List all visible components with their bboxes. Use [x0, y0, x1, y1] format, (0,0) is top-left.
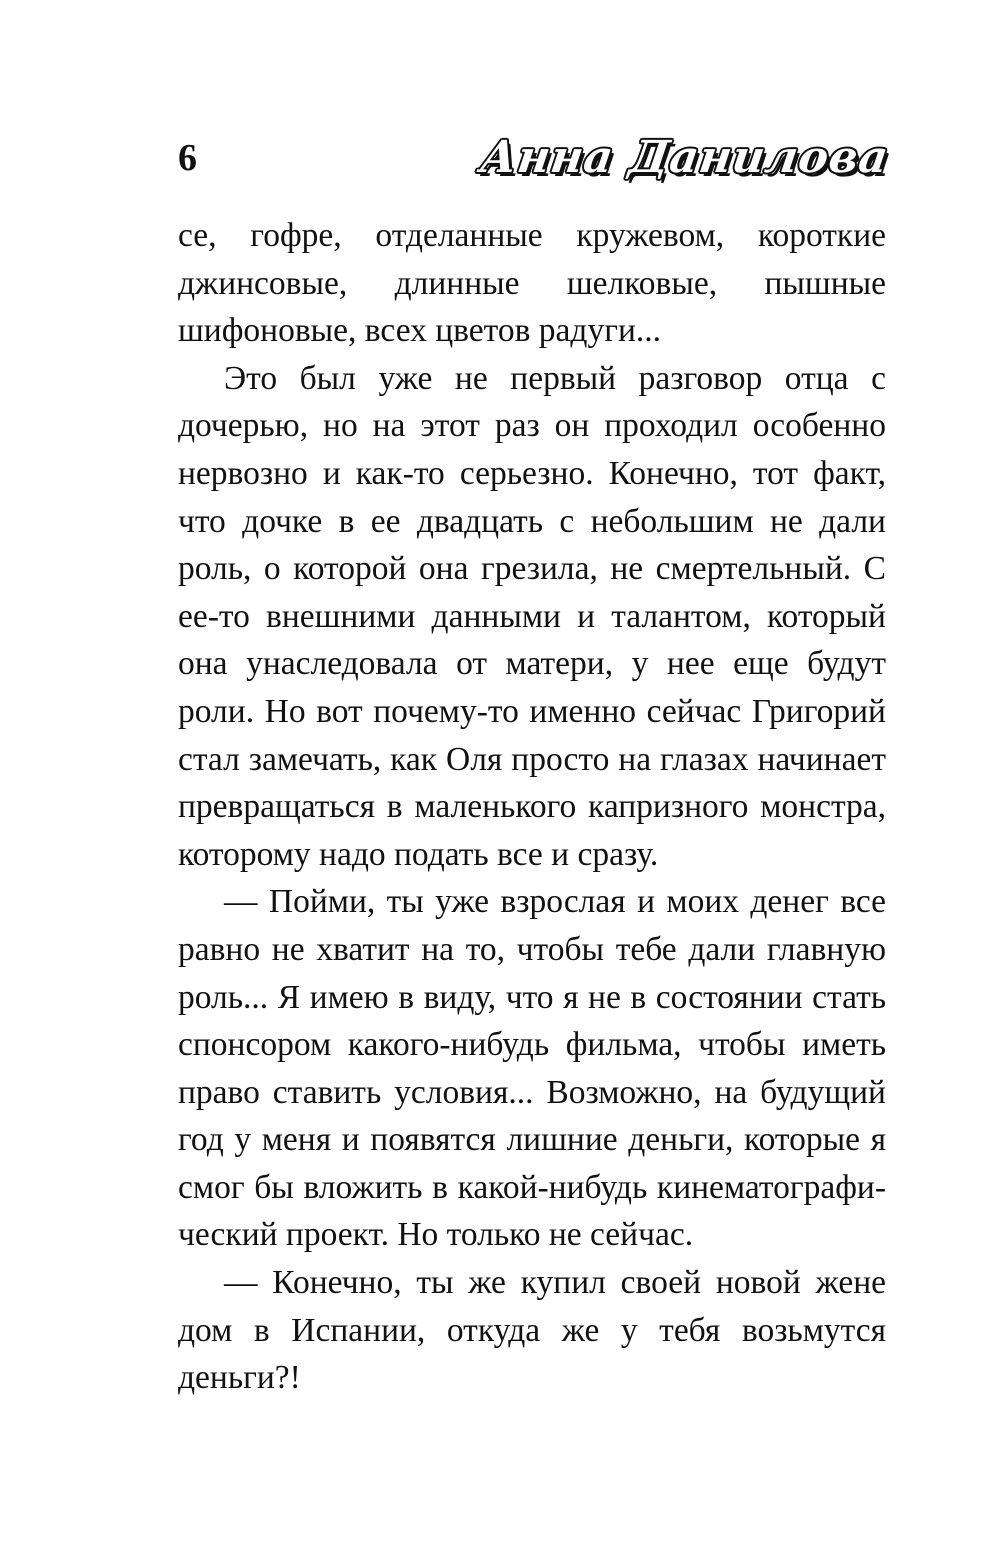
- page-body-text: [178, 212, 886, 1402]
- page-number: 6: [178, 137, 197, 179]
- dialogue-paragraph: — Пойми, ты уже взрослая и моих денег все равно не хватит на то, чтобы тебе дали главную роль... Я имею в виду, что я не в состоянии стать спонсором какого-нибудь фильма, чтобы иметь право ставить условия... Возможно, на будущий год у меня и появятся лишние деньги, которые я смог бы вложить в какой-нибудь кинематографический проект. Но только не сейчас.: [178, 883, 886, 1254]
- page-header: [178, 128, 892, 198]
- paragraph-continued: се, гофре, отделанные кружевом, короткие джинсовые, длинные шелковые, пышные шифоновые, всех цветов радуги...: [178, 217, 886, 350]
- author-running-head: Анна Данилова: [477, 132, 892, 183]
- dialogue-paragraph: — Конечно, ты же купил своей новой жене дом в Испании, откуда же у тебя возьмутся деньги?!: [178, 1264, 886, 1397]
- paragraph: Это был уже не первый разговор отца с дочерью, но на этот раз он проходил особенно нервозно и как-то серьезно. Конечно, тот факт, что дочке в ее двадцать с небольшим не дали роль, о которой она грезила, не смертельный. С ее-то внешними данными и талантом, который она унаследовала от матери, у нее еще будут роли. Но вот почему-то именно сейчас Григорий стал замечать, как Оля просто на глазах начинает превращаться в маленького капризного монстра, которому надо подать все и сразу.: [178, 359, 886, 873]
